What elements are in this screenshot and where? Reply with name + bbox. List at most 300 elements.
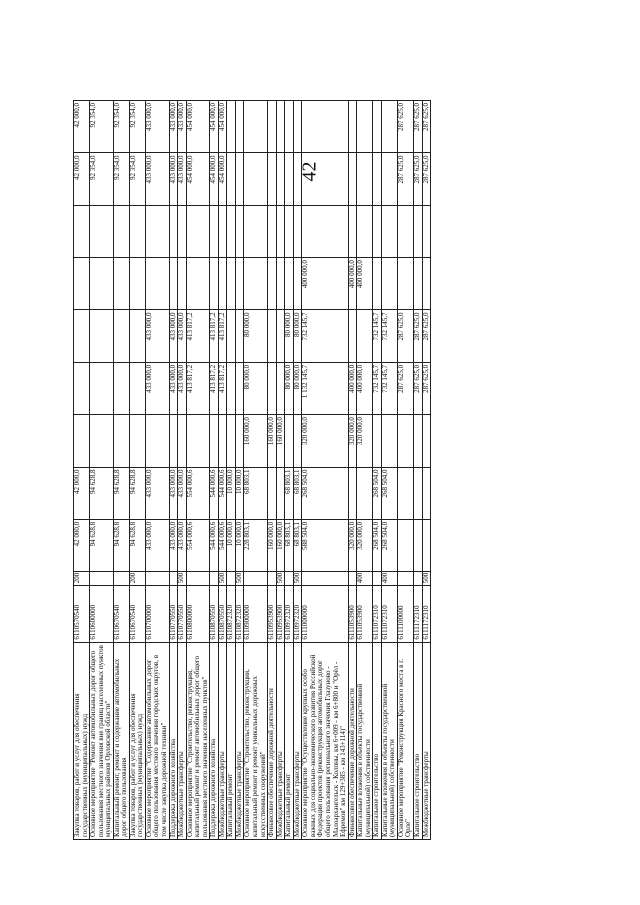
row-amount-cell [268, 362, 277, 414]
row-amount-cell [268, 205, 277, 257]
row-amount-cell [113, 258, 129, 310]
row-amount-cell: 94 628,8 [113, 519, 129, 571]
row-amount-cell: 92 354,0 [113, 101, 129, 153]
row-code-cell: 6111172310 [422, 586, 431, 642]
row-code-cell: 6110870550 [210, 586, 219, 642]
row-amount-cell: 268 504,0 [373, 467, 382, 519]
row-name-cell: Капитальный ремонт [227, 642, 236, 839]
row-type-cell: 500 [178, 572, 187, 586]
row-amount-cell [235, 153, 244, 205]
row-amount-cell: 92 354,0 [90, 101, 114, 153]
row-type-cell [90, 572, 114, 586]
row-amount-cell: 454 000,0 [218, 153, 227, 205]
row-amount-cell [373, 415, 382, 467]
row-name-cell: Основное мероприятие "Строительство, реконструкция, капитальный ремонт и ремонт автомобильных дорог общего пользования местного значения населенных пунктов" [186, 642, 210, 839]
row-amount-cell: 413 817,2 [186, 362, 210, 414]
row-amount-cell [129, 205, 145, 257]
row-amount-cell: 287 625,0 [397, 153, 413, 205]
row-amount-cell [373, 205, 382, 257]
row-amount-cell [357, 205, 373, 257]
row-amount-cell: 94 628,8 [129, 519, 145, 571]
row-amount-cell [268, 467, 277, 519]
row-amount-cell [413, 205, 422, 257]
row-code-cell: 6110900000 [244, 586, 268, 642]
row-amount-cell [218, 205, 227, 257]
row-amount-cell [210, 205, 219, 257]
row-amount-cell: 160 000,0 [276, 519, 285, 571]
row-name-cell: Межбюджетные трансферты [422, 642, 431, 839]
row-name-cell: Поддержка дорожного хозяйства [210, 642, 219, 839]
row-amount-cell [422, 519, 431, 571]
row-amount-cell: 320 000,0 [348, 519, 357, 571]
row-amount-cell: 400 000,0 [348, 258, 357, 310]
row-name-cell: Основное мероприятие "Содержание автомобильных дорог общего пользования местного значения городских округов, в том числе закупка дорожной техники" [145, 642, 169, 839]
row-amount-cell [357, 310, 373, 362]
row-amount-cell [169, 415, 178, 467]
row-amount-cell: 160 000,0 [268, 415, 277, 467]
row-name-cell: Закупка товаров, работ и услуг для обеспечения государственных (муниципальных) нужд [74, 642, 90, 839]
row-amount-cell: 732 145,7 [373, 362, 382, 414]
row-amount-cell [178, 205, 187, 257]
row-amount-cell: 1 132 145,7 [302, 362, 348, 414]
row-type-cell [113, 572, 129, 586]
row-amount-cell [413, 467, 422, 519]
row-amount-cell: 287 625,0 [397, 310, 413, 362]
row-amount-cell [113, 362, 129, 414]
row-amount-cell: 68 803,1 [244, 467, 268, 519]
row-code-cell: 6111100000 [397, 586, 413, 642]
row-amount-cell [276, 101, 285, 153]
row-type-cell [268, 572, 277, 586]
row-amount-cell [348, 467, 357, 519]
row-amount-cell: 92 354,0 [90, 153, 114, 205]
row-amount-cell [373, 101, 382, 153]
row-code-cell: 6111053900 [348, 586, 357, 642]
row-amount-cell [381, 415, 397, 467]
row-amount-cell [397, 519, 413, 571]
row-amount-cell [74, 310, 90, 362]
row-amount-cell: 433 000,0 [178, 101, 187, 153]
row-type-cell: 400 [381, 572, 397, 586]
row-name-cell: Основное мероприятие "Реконструкция Красного моста в г. Орле" [397, 642, 413, 839]
row-amount-cell [74, 205, 90, 257]
row-amount-cell [373, 258, 382, 310]
row-amount-cell: 287 625,0 [413, 310, 422, 362]
rotated-table-container [73, 100, 640, 840]
row-amount-cell: 544 000,6 [218, 519, 227, 571]
row-amount-cell [210, 415, 219, 467]
row-amount-cell [90, 310, 114, 362]
row-amount-cell [90, 205, 114, 257]
row-name-cell: Межбюджетные трансферты [293, 642, 302, 839]
row-amount-cell [169, 205, 178, 257]
row-amount-cell [357, 467, 373, 519]
row-amount-cell [276, 258, 285, 310]
row-amount-cell: 554 000,6 [186, 519, 210, 571]
row-type-cell [397, 572, 413, 586]
row-type-cell [285, 572, 294, 586]
row-amount-cell: 433 000,0 [178, 467, 187, 519]
row-amount-cell [227, 153, 236, 205]
row-code-cell: 6110872320 [227, 586, 236, 642]
table-row [413, 101, 422, 840]
row-amount-cell: 433 000,0 [145, 310, 169, 362]
row-amount-cell [413, 258, 422, 310]
row-amount-cell: 544 000,6 [210, 519, 219, 571]
row-amount-cell [268, 310, 277, 362]
row-name-cell: Закупка товаров, работ и услуг для обеспечения государственных (муниципальных) нужд [129, 642, 145, 839]
row-amount-cell [302, 101, 348, 153]
row-type-cell: 500 [218, 572, 227, 586]
row-code-cell: 6110972320 [293, 586, 302, 642]
row-code-cell: 6110770550 [178, 586, 187, 642]
row-amount-cell [90, 362, 114, 414]
row-type-cell [373, 572, 382, 586]
row-amount-cell [268, 101, 277, 153]
row-amount-cell: 433 000,0 [169, 153, 178, 205]
row-amount-cell [145, 415, 169, 467]
row-amount-cell [227, 415, 236, 467]
row-amount-cell [227, 101, 236, 153]
row-amount-cell: 413 817,2 [218, 362, 227, 414]
row-amount-cell [381, 258, 397, 310]
row-amount-cell [129, 362, 145, 414]
row-code-cell: 6110570540 [74, 586, 90, 642]
row-amount-cell [113, 415, 129, 467]
row-amount-cell [397, 205, 413, 257]
table-row [357, 101, 373, 840]
row-amount-cell [285, 101, 294, 153]
row-code-cell: 6110670540 [129, 586, 145, 642]
row-amount-cell: 42 000,0 [74, 467, 90, 519]
row-amount-cell: 10 000,0 [227, 467, 236, 519]
row-amount-cell [422, 205, 431, 257]
row-amount-cell [276, 205, 285, 257]
row-amount-cell [422, 467, 431, 519]
row-name-cell: Поддержка дорожного хозяйства [169, 642, 178, 839]
row-type-cell: 500 [235, 572, 244, 586]
row-amount-cell [90, 258, 114, 310]
table-row [397, 101, 413, 840]
row-amount-cell [348, 310, 357, 362]
row-code-cell: 6111172310 [413, 586, 422, 642]
row-amount-cell: 400 000,0 [357, 258, 373, 310]
row-name-cell: Финансовое обеспечение дорожной деятельности [348, 642, 357, 839]
row-amount-cell: 94 628,8 [113, 467, 129, 519]
row-code-cell: 6111053900 [357, 586, 373, 642]
table-row [113, 101, 129, 840]
row-type-cell: 200 [129, 572, 145, 586]
row-amount-cell [397, 467, 413, 519]
row-name-cell: Межбюджетные трансферты [218, 642, 227, 839]
row-amount-cell [210, 258, 219, 310]
row-amount-cell: 287 625,0 [413, 362, 422, 414]
row-amount-cell: 92 354,0 [129, 153, 145, 205]
row-amount-cell [74, 258, 90, 310]
row-amount-cell: 413 817,2 [218, 310, 227, 362]
table-row [178, 101, 187, 840]
row-amount-cell [74, 362, 90, 414]
row-code-cell: 6111072310 [373, 586, 382, 642]
row-amount-cell [268, 153, 277, 205]
row-amount-cell [186, 258, 210, 310]
row-name-cell: Межбюджетные трансферты [276, 642, 285, 839]
row-amount-cell [145, 258, 169, 310]
row-type-cell [145, 572, 169, 586]
row-amount-cell: 433 000,0 [145, 362, 169, 414]
budget-table [73, 100, 431, 840]
row-amount-cell: 160 000,0 [244, 415, 268, 467]
row-amount-cell: 80 000,0 [285, 362, 294, 414]
row-name-cell: Межбюджетные трансферты [235, 642, 244, 839]
row-amount-cell [293, 101, 302, 153]
table-body [74, 101, 431, 840]
row-amount-cell: 42 000,0 [74, 519, 90, 571]
row-amount-cell: 732 145,7 [381, 310, 397, 362]
row-amount-cell [235, 205, 244, 257]
row-amount-cell [285, 415, 294, 467]
row-amount-cell: 320 000,0 [357, 415, 373, 467]
row-amount-cell: 433 000,0 [178, 310, 187, 362]
row-amount-cell: 320 000,0 [302, 415, 348, 467]
row-amount-cell [348, 205, 357, 257]
row-amount-cell [357, 101, 373, 153]
row-amount-cell: 92 354,0 [129, 101, 145, 153]
row-amount-cell: 287 625,0 [422, 362, 431, 414]
row-amount-cell: 94 628,8 [90, 519, 114, 571]
row-code-cell: 6110972320 [285, 586, 294, 642]
row-amount-cell [186, 205, 210, 257]
row-amount-cell: 433 000,0 [145, 153, 169, 205]
row-name-cell: Основное мероприятие "Строительство, реконструкция, капитальный ремонт и ремонт уникальных дорожных искусственных сооружений" [244, 642, 268, 839]
row-amount-cell: 454 000,0 [218, 101, 227, 153]
row-amount-cell [422, 415, 431, 467]
row-amount-cell: 400 000,0 [348, 362, 357, 414]
row-code-cell: 6111072310 [381, 586, 397, 642]
row-amount-cell [373, 153, 382, 205]
row-amount-cell [186, 415, 210, 467]
row-amount-cell: 92 354,0 [113, 153, 129, 205]
row-amount-cell [302, 153, 348, 205]
row-amount-cell: 80 000,0 [244, 362, 268, 414]
row-amount-cell: 454 000,0 [186, 101, 210, 153]
row-name-cell: Основное мероприятие "Осуществление крупных особо важных для социально-экономического развития Российской Федерации проектов (реконструкция автомобильных дорог общего пользования регионального значения Глазуново - Малоархангельск - Колпны, км 6+009 - км 6+800 и "Орёл - Ефремов" км 129+385 - км 143+114)" [302, 642, 348, 839]
row-amount-cell: 320 000,0 [357, 519, 373, 571]
row-amount-cell [235, 258, 244, 310]
table-row [422, 101, 431, 840]
table-row [302, 101, 348, 840]
row-amount-cell [113, 310, 129, 362]
row-amount-cell: 80 000,0 [285, 310, 294, 362]
row-amount-cell [302, 205, 348, 257]
row-code-cell: 6110953900 [268, 586, 277, 642]
row-amount-cell: 732 145,7 [381, 362, 397, 414]
row-amount-cell: 68 803,1 [293, 467, 302, 519]
row-amount-cell [235, 101, 244, 153]
row-name-cell: Капитальные вложения в объекты государственной (муниципальной) собственности [357, 642, 373, 839]
row-amount-cell: 80 000,0 [293, 362, 302, 414]
row-amount-cell [293, 153, 302, 205]
row-amount-cell: 320 000,0 [348, 415, 357, 467]
table-row [381, 101, 397, 840]
row-amount-cell: 433 000,0 [169, 519, 178, 571]
row-amount-cell: 732 145,7 [373, 310, 382, 362]
table-row [129, 101, 145, 840]
row-amount-cell: 433 000,0 [178, 362, 187, 414]
row-amount-cell [244, 258, 268, 310]
row-name-cell: Капитальные вложения в объекты государственной (муниципальной) собственности [381, 642, 397, 839]
row-amount-cell [227, 258, 236, 310]
row-amount-cell: 413 817,2 [210, 362, 219, 414]
row-code-cell: 6110800000 [186, 586, 210, 642]
table-row [285, 101, 294, 840]
row-name-cell: Капитальный ремонт [285, 642, 294, 839]
row-amount-cell: 287 625,0 [397, 101, 413, 153]
row-amount-cell: 160 000,0 [276, 415, 285, 467]
row-amount-cell [381, 153, 397, 205]
row-amount-cell: 400 000,0 [302, 258, 348, 310]
row-amount-cell: 433 000,0 [178, 153, 187, 205]
row-amount-cell [285, 258, 294, 310]
row-amount-cell [285, 205, 294, 257]
row-type-cell [413, 572, 422, 586]
row-amount-cell: 268 504,0 [381, 519, 397, 571]
row-amount-cell [397, 258, 413, 310]
row-amount-cell [413, 519, 422, 571]
row-name-cell: Капитальное строительство [373, 642, 382, 839]
row-amount-cell [74, 415, 90, 467]
row-amount-cell [218, 415, 227, 467]
row-amount-cell [381, 101, 397, 153]
row-amount-cell: 413 817,2 [186, 310, 210, 362]
row-amount-cell: 80 000,0 [293, 310, 302, 362]
row-amount-cell: 554 000,6 [186, 467, 210, 519]
row-name-cell: Финансовое обеспечение дорожной деятельности [268, 642, 277, 839]
row-amount-cell [227, 205, 236, 257]
row-amount-cell: 68 803,1 [285, 519, 294, 571]
row-amount-cell: 400 000,0 [357, 362, 373, 414]
row-code-cell: 6110600000 [90, 586, 114, 642]
row-type-cell [244, 572, 268, 586]
row-amount-cell [129, 258, 145, 310]
row-amount-cell: 454 000,0 [210, 153, 219, 205]
row-amount-cell [381, 205, 397, 257]
row-amount-cell: 433 000,0 [145, 467, 169, 519]
row-amount-cell: 433 000,0 [145, 519, 169, 571]
row-amount-cell: 433 000,0 [145, 101, 169, 153]
row-amount-cell [348, 101, 357, 153]
row-amount-cell: 287 625,0 [422, 101, 431, 153]
row-amount-cell: 268 504,0 [381, 467, 397, 519]
row-name-cell: Основное мероприятие "Ремонт автомобильных дорог общего пользования местного значения вне границ населенных пунктов муниципальных районов Орловской области" [90, 642, 114, 839]
row-amount-cell [178, 415, 187, 467]
row-amount-cell: 287 625,0 [413, 153, 422, 205]
row-type-cell [302, 572, 348, 586]
row-amount-cell: 80 000,0 [244, 310, 268, 362]
row-name-cell: Капитальное строительство [413, 642, 422, 839]
row-amount-cell: 433 000,0 [169, 362, 178, 414]
row-amount-cell [244, 205, 268, 257]
row-amount-cell: 268 504,0 [373, 519, 382, 571]
row-amount-cell: 160 000,0 [268, 519, 277, 571]
row-amount-cell: 287 625,0 [397, 362, 413, 414]
row-amount-cell [293, 205, 302, 257]
row-type-cell: 200 [74, 572, 90, 586]
row-amount-cell [357, 153, 373, 205]
row-amount-cell: 544 000,6 [210, 467, 219, 519]
row-amount-cell [218, 258, 227, 310]
row-amount-cell: 228 803,1 [244, 519, 268, 571]
row-amount-cell: 433 000,0 [169, 101, 178, 153]
row-amount-cell: 68 803,1 [285, 467, 294, 519]
row-amount-cell: 10 000,0 [227, 519, 236, 571]
table-row [74, 101, 90, 840]
row-amount-cell: 287 625,0 [422, 310, 431, 362]
row-amount-cell [90, 415, 114, 467]
row-amount-cell: 588 504,0 [302, 519, 348, 571]
page-number: 42 [298, 161, 321, 182]
row-amount-cell [178, 258, 187, 310]
row-amount-cell: 732 145,7 [302, 310, 348, 362]
row-amount-cell: 433 000,0 [169, 310, 178, 362]
row-amount-cell: 10 000,0 [235, 467, 244, 519]
row-type-cell: 400 [357, 572, 373, 586]
row-amount-cell: 268 504,0 [302, 467, 348, 519]
row-amount-cell: 10 000,0 [235, 519, 244, 571]
row-type-cell: 500 [276, 572, 285, 586]
row-amount-cell [113, 205, 129, 257]
row-amount-cell: 94 628,8 [90, 467, 114, 519]
table-row [186, 101, 210, 840]
row-name-cell: Межбюджетные трансферты [178, 642, 187, 839]
row-type-cell: 500 [293, 572, 302, 586]
table-row [145, 101, 169, 840]
row-amount-cell [244, 101, 268, 153]
row-amount-cell: 544 000,6 [218, 467, 227, 519]
row-amount-cell [169, 258, 178, 310]
row-amount-cell [227, 362, 236, 414]
row-amount-cell: 454 000,0 [186, 153, 210, 205]
row-amount-cell: 42 000,0 [74, 101, 90, 153]
row-amount-cell: 42 000,0 [74, 153, 90, 205]
row-amount-cell: 94 628,8 [129, 467, 145, 519]
row-amount-cell [129, 310, 145, 362]
row-amount-cell [145, 205, 169, 257]
row-amount-cell [129, 415, 145, 467]
row-amount-cell [397, 415, 413, 467]
row-amount-cell [276, 153, 285, 205]
row-amount-cell: 287 625,0 [413, 101, 422, 153]
row-type-cell: 500 [422, 572, 431, 586]
row-amount-cell: 454 000,0 [210, 101, 219, 153]
row-amount-cell [348, 153, 357, 205]
row-amount-cell: 433 000,0 [178, 519, 187, 571]
row-amount-cell: 433 000,0 [169, 467, 178, 519]
table-row [268, 101, 277, 840]
table-row [244, 101, 268, 840]
row-amount-cell [285, 153, 294, 205]
row-amount-cell: 68 803,1 [293, 519, 302, 571]
table-row [90, 101, 114, 840]
row-code-cell: 6110670540 [113, 586, 129, 642]
row-amount-cell: 287 625,0 [422, 153, 431, 205]
row-type-cell [186, 572, 210, 586]
row-code-cell: 6110872320 [235, 586, 244, 642]
row-amount-cell [268, 258, 277, 310]
row-code-cell: 6111000000 [302, 586, 348, 642]
row-code-cell: 6110770550 [169, 586, 178, 642]
row-amount-cell: 413 817,2 [210, 310, 219, 362]
